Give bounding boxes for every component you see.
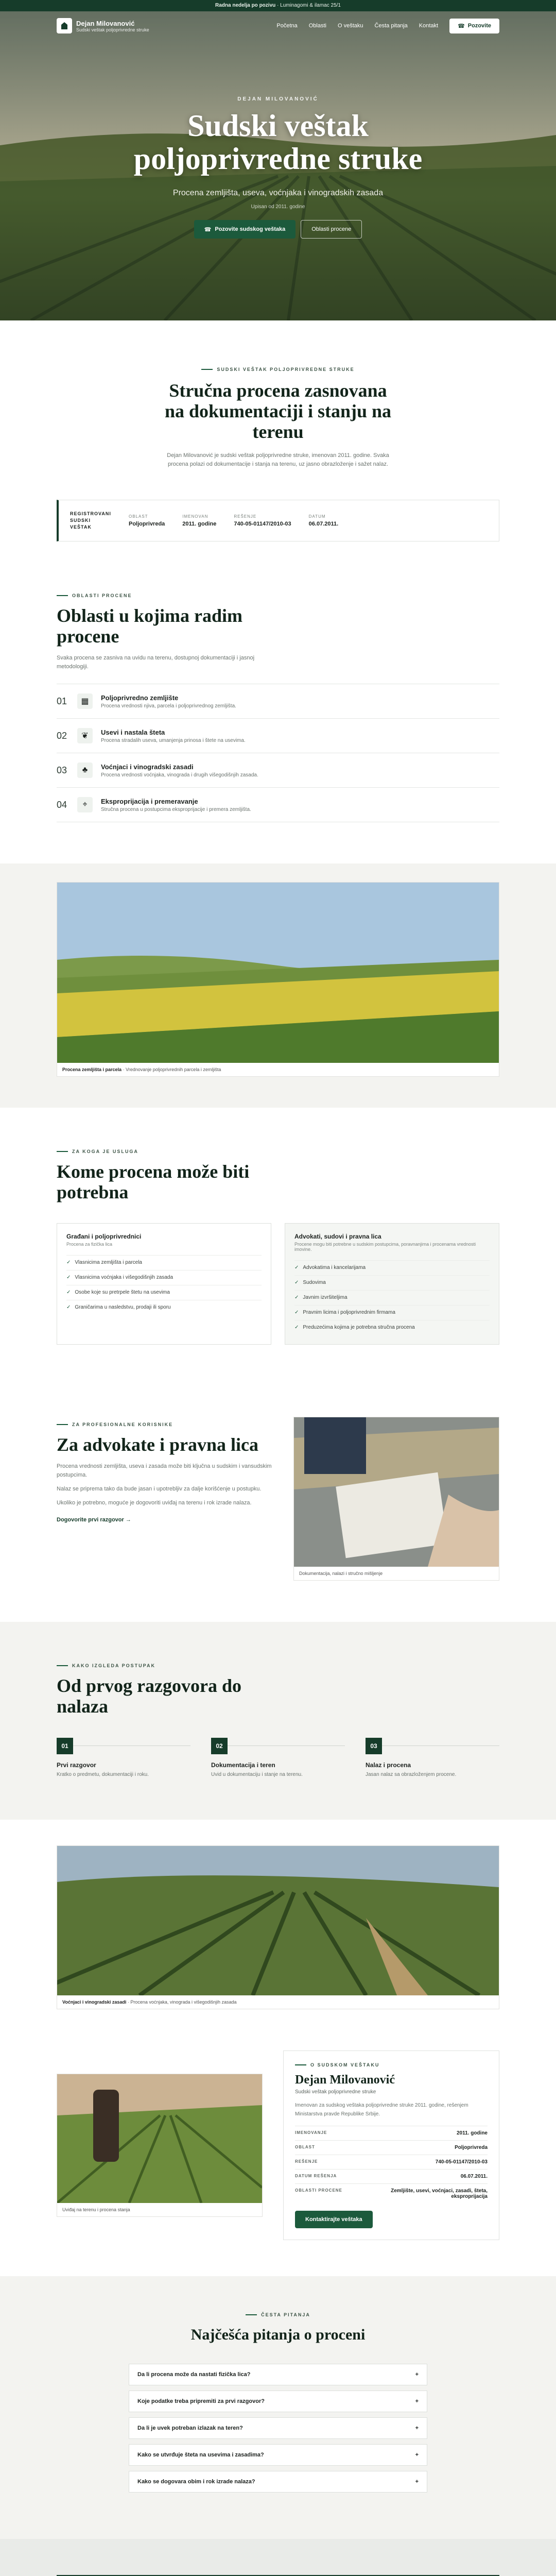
brand-name: Dejan Milovanović xyxy=(76,19,135,27)
process-step: 01 Prvi razgovor Kratko o predmetu, dokumentaciji i roku. xyxy=(57,1745,190,1778)
plus-icon: + xyxy=(415,2479,419,2485)
photo-documents: Dokumentacija, nalazi i stručno mišljenje xyxy=(293,1417,499,1581)
nav-link-contact[interactable]: Kontakt xyxy=(419,23,439,29)
hero-subtitle: Procena zemljišta, useva, voćnjaka i vinogradskih zasada xyxy=(172,189,384,197)
about-card: O SUDSKOM VEŠTAKU Dejan Milovanović Sudski veštak poljoprivredne struke Imenovan za sudskog veštaka poljoprivredne struke 2011. godine, rešenjem Ministarstva pravde Republike Srbije. IMENOVANJE 2011. godine OBLAST Poljoprivreda REŠENJE 740-05-01147/2010-03 DATUM REŠENJA 06.07.2011. OBLASTI PROCENE Zemljište, usevi, voćnjaci, zasadi, šteta, eksproprijacija Kontaktirajte veštaka xyxy=(283,2050,499,2240)
hero-note: Upisan od 2011. godine xyxy=(251,204,305,210)
expert-image xyxy=(57,2074,262,2203)
intro-text: Dejan Milovanović je sudski veštak poljoprivredne struke, imenovan 2011. godine. Svaka procena polazi od dokumentacije i stanja na terenu, uz jasno obrazloženje i sažet nalaz. xyxy=(167,452,389,467)
intro-tag: SUDSKI VEŠTAK POLJOPRIVREDNE STRUKE xyxy=(57,367,499,372)
plus-icon: + xyxy=(415,2371,419,2378)
register-col: IMENOVAN 2011. godine xyxy=(182,514,217,527)
about-role: Sudski veštak poljoprivredne struke xyxy=(295,2089,376,2095)
phone-icon: ☎ xyxy=(458,23,465,29)
process-title: Od prvog razgovora do nalaza xyxy=(57,1675,241,1717)
nav-link-about[interactable]: O veštaku xyxy=(338,23,363,29)
lawyers-text: Procena vrednosti zemljišta, useva i zasada može biti ključna u sudskim i vansudskim postupcima. xyxy=(57,1463,272,1478)
photo-fields: Procena zemljišta i parcela · Vrednovanje poljoprivrednih parcela i zemljišta xyxy=(57,882,499,1077)
process-step: 03 Nalaz i procena Jasan nalaz sa obrazloženjem procene. xyxy=(366,1745,499,1778)
brand[interactable] xyxy=(57,18,149,33)
register-label: REGISTROVANI SUDSKI VEŠTAK xyxy=(70,511,111,530)
who-tag: ZA KOGA JE USLUGA xyxy=(57,1149,499,1154)
fields-image xyxy=(57,883,499,1063)
lawyers-text: Ukoliko je potrebno, moguće je dogovoriti uviđaj na terenu i rok izrade nalaza. xyxy=(57,1500,252,1506)
nav-link-areas[interactable]: Oblasti xyxy=(308,23,326,29)
documents-image xyxy=(294,1417,499,1567)
nav-call-button[interactable]: ☎ Pozovite xyxy=(449,19,499,33)
plus-icon: + xyxy=(415,2398,419,2404)
lawyers-text: Nalaz se priprema tako da bude jasan i upotrebljiv za dalje korišćenje u postupku. xyxy=(57,1486,262,1492)
areas-title: Oblasti u kojima radim procene xyxy=(57,605,243,647)
field-icon: ▦ xyxy=(77,693,93,709)
citizens-card: Građani i poljoprivrednici Procena za fizička lica ✓ Vlasnicima zemljišta i parcela ✓ Vlasnicima voćnjaka i višegodišnjih zasada ✓ Osobe koje su pretrpele štetu na usevima ✓ Graničarima u nasledstvu, prodaji ili sporu xyxy=(57,1223,271,1345)
brand-subtitle: Sudski veštak poljoprivredne struke xyxy=(76,27,149,32)
top-bar: Radna nedelja po pozivu · Luminagomi & ilamac 25/1 xyxy=(0,0,556,11)
areas-text: Svaka procena se zasniva na uvidu na terenu, dostupnoj dokumentaciji i jasnoj metodologiji. xyxy=(57,655,255,670)
hero-title: Sudski veštak poljoprivredne struke xyxy=(133,109,423,176)
process-step: 02 Dokumentacija i teren Uvid u dokumentaciju i stanje na terenu. xyxy=(211,1745,345,1778)
hero-call-button[interactable]: ☎ Pozovite sudskog veštaka xyxy=(194,220,296,239)
contact-expert-button[interactable]: Kontaktirajte veštaka xyxy=(295,2211,373,2228)
area-item: 03 ♣ Voćnjaci i vinogradski zasadi Procena vrednosti voćnjaka, vinograda i drugih višegodišnjih zasada. xyxy=(57,753,499,788)
plus-icon: + xyxy=(415,2425,419,2431)
faq-title: Najčešća pitanja o proceni xyxy=(190,2326,366,2343)
nav-link-faq[interactable]: Česta pitanja xyxy=(374,23,408,29)
who-title: Kome procena može biti potrebna xyxy=(57,1161,250,1202)
orchard-icon: ♣ xyxy=(77,762,93,778)
area-item: 02 ❦ Usevi i nastala šteta Procena stradalih useva, umanjenja prinosa i štete na usevima. xyxy=(57,719,499,753)
logo-icon xyxy=(57,18,72,33)
faq-question[interactable]: Da li procena može da nastati fizička lica? + xyxy=(129,2364,427,2385)
intro-title: Stručna procena zasnovana na dokumentaciji i stanju na terenu xyxy=(164,380,392,442)
register-col: REŠENJE 740-05-01147/2010-03 xyxy=(234,514,291,527)
orchard-image xyxy=(57,1846,499,1995)
lawyers-card: Advokati, sudovi i pravna lica Procene mogu biti potrebne u sudskim postupcima, poravnanjima i procenama vrednosti imovine. ✓ Advokatima i kancelarijama ✓ Sudovima ✓ Javnim izvršiteljima ✓ Pravnim licima i poljoprivrednim firmama ✓ Preduzećima kojima je potrebna stručna procena xyxy=(285,1223,499,1345)
register-box xyxy=(57,500,499,541)
register-col: DATUM 06.07.2011. xyxy=(308,514,339,527)
photo-field-expert: Uviđaj na terenu i procena stanja xyxy=(57,2074,263,2217)
faq-question[interactable]: Da li je uvek potreban izlazak na teren? + xyxy=(129,2417,427,2439)
faq-tag: ČESTA PITANJA xyxy=(57,2312,499,2317)
nav-link-home[interactable]: Početna xyxy=(276,23,298,29)
faq-question[interactable]: Kako se dogovara obim i rok izrade nalaza? + xyxy=(129,2471,427,2493)
faq-question[interactable]: Kako se utvrđuje šteta na usevima i zasadima? + xyxy=(129,2444,427,2466)
hero-areas-button[interactable]: Oblasti procene xyxy=(301,220,362,239)
process-tag: KAKO IZGLEDA POSTUPAK xyxy=(57,1663,499,1668)
crop-icon: ❦ xyxy=(77,728,93,743)
schedule-link[interactable]: Dogovorite prvi razgovor → xyxy=(57,1517,131,1523)
lawyers-title: Za advokate i pravna lica xyxy=(57,1434,259,1455)
phone-icon: ☎ xyxy=(204,226,212,233)
register-col: OBLAST Poljoprivreda xyxy=(129,514,165,527)
hero-eyebrow: DEJAN MILOVANOVIĆ xyxy=(237,96,319,102)
survey-icon: ⌖ xyxy=(77,797,93,812)
plus-icon: + xyxy=(415,2452,419,2458)
faq-question[interactable]: Koje podatke treba pripremiti za prvi razgovor? + xyxy=(129,2391,427,2412)
about-name: Dejan Milovanović xyxy=(295,2073,395,2087)
photo-orchard: Voćnjaci i vinogradski zasadi · Procena voćnjaka, vinograda i višegodišnjih zasada xyxy=(57,1845,499,2009)
areas-tag: OBLASTI PROCENE xyxy=(57,593,499,598)
hero xyxy=(0,11,556,320)
lawyers-tag: ZA PROFESIONALNE KORISNIKE xyxy=(57,1422,273,1427)
area-item: 01 ▦ Poljoprivredno zemljište Procena vrednosti njiva, parcela i poljoprivrednog zemljišta. xyxy=(57,684,499,719)
about-text: Imenovan za sudskog veštaka poljoprivredne struke 2011. godine, rešenjem Ministarstva pravde Republike Srbije. xyxy=(295,2103,468,2117)
area-item: 04 ⌖ Eksproprijacija i premeravanje Stručna procena u postupcima eksproprijacije i premera zemljišta. xyxy=(57,788,499,822)
